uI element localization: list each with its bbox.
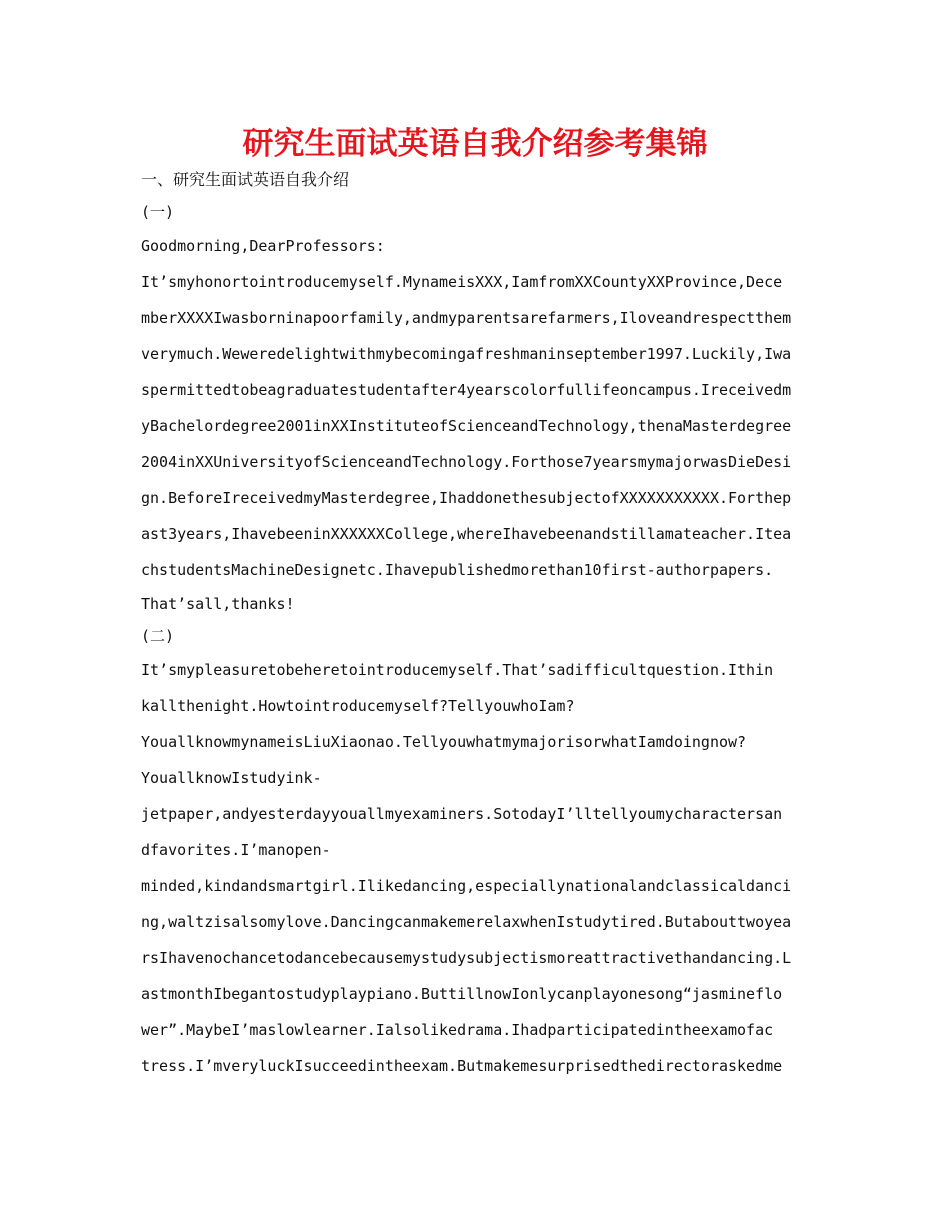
paragraph-line: YouallknowmynameisLiuXiaonao.TellyouwhatmymajorisorwhatIamdoingnow? [141,733,747,751]
paragraph-line: spermittedtobeagraduatestudentafter4yearscolorfullifeoncampus.Ireceivedm [141,381,792,399]
paragraph-line: rsIhavenochancetodancebecausemystudysubjectismoreattractivethandancing.L [141,949,792,967]
paragraph-line: It’smypleasuretobeheretointroducemyself.That’sadifficultquestion.Ithin [141,661,774,679]
paragraph-line: ng,waltzisalsomylove.DancingcanmakemerelaxwhenIstudytired.Butabouttwoyea [141,913,792,931]
paragraph-line: Goodmorning,DearProfessors: [141,237,385,255]
section-heading: 一、研究生面试英语自我介绍 [141,170,350,189]
paragraph-line: That’sall,thanks! [141,595,295,613]
paragraph-line: gn.BeforeIreceivedmyMasterdegree,IhaddonethesubjectofXXXXXXXXXXX.Forthep [141,489,792,507]
paragraph-line: tress.I’mveryluckIsucceedintheexam.Butmakemesurprisedthedirectoraskedme [141,1057,783,1075]
paragraph-line: minded,kindandsmartgirl.Ilikedancing,especiallynationalandclassicaldanci [141,877,792,895]
paragraph-line: verymuch.Weweredelightwithmybecomingafreshmaninseptember1997.Luckily,Iwa [141,345,792,363]
paragraph-line: It’smyhonortointroducemyself.MynameisXXX,IamfromXXCountyXXProvince,Dece [141,273,783,291]
paragraph-line: (一) [141,203,175,221]
paragraph-line: ast3years,IhavebeeninXXXXXXCollege,whereIhavebeenandstillamateacher.Itea [141,525,792,543]
paragraph-line: jetpaper,andyesterdayyouallmyexaminers.SotodayI’lltellyoumycharactersan [141,805,783,823]
paragraph-line: yBachelordegree2001inXXInstituteofScienceandTechnology,thenaMasterdegree [141,417,792,435]
document-title: 研究生面试英语自我介绍参考集锦 [242,126,708,162]
paragraph-line: YouallknowIstudyink- [141,769,322,787]
paragraph-line: wer”.MaybeI’maslowlearner.Ialsolikedrama.Ihadparticipatedintheexamofac [141,1021,774,1039]
paragraph-line: mberXXXXIwasborninapoorfamily,andmyparentsarefarmers,Iloveandrespectthem [141,309,792,327]
paragraph-line: kallthenight.Howtointroducemyself?TellyouwhoIam? [141,697,575,715]
document-body [141,164,813,1084]
paragraph-line: dfavorites.I’manopen- [141,841,331,859]
paragraph-line: 2004inXXUniversityofScienceandTechnology.Forthose7yearsmymajorwasDieDesi [141,453,792,471]
paragraph-line: (二) [141,627,175,645]
paragraph-line: astmonthIbegantostudyplaypiano.ButtillnowIonlycanplayonesong“jasmineflo [141,985,783,1003]
paragraph-line: chstudentsMachineDesignetc.Ihavepublishedmorethan10first-authorpapers. [141,561,774,579]
